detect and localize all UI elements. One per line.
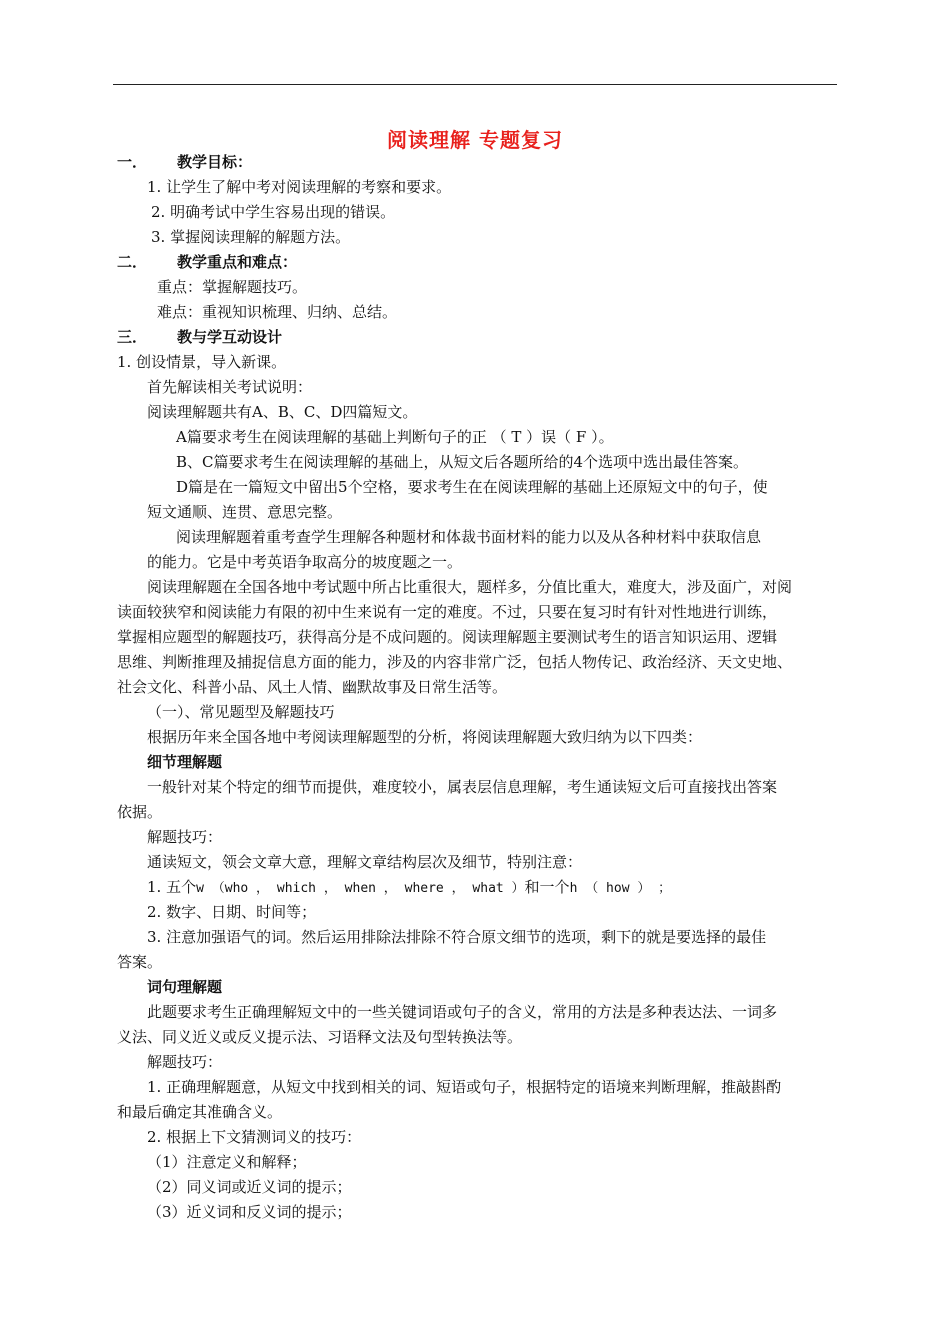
question-type-heading: 细节理解题 [147,753,223,771]
key-point: 重点：掌握解题技巧。 [157,278,308,296]
section-3-number: 三． [117,328,148,346]
difficult-point: 难点：重视知识梳理、归纳、总结。 [157,303,398,321]
objective-item: 2. 明确考试中学生容易出现的错误。 [151,203,396,221]
question-type-heading: 词句理解题 [147,978,223,996]
list-item: （3）近义词和反义词的提示； [147,1203,352,1221]
paragraph-line: B、C篇要求考生在阅读理解的基础上，从短文后各题所给的4个选项中选出最佳答案。 [176,453,749,471]
paragraph-line: 义法、同义近义或反义提示法、习语释文法及句型转换法等。 [117,1028,523,1046]
paragraph-line: 此题要求考生正确理解短文中的一些关键词语或句子的含义，常用的方法是多种表达法、一词多 [147,1003,778,1021]
wh-words-mid: 和一个 [524,878,570,896]
paragraph-line: 思维、判断推理及捕捉信息方面的能力，涉及的内容非常广泛，包括人物传记、政治经济、天文史地、 [117,653,793,671]
paragraph-line: 3. 注意加强语气的词。然后运用排除法排除不符合原文细节的选项，剩下的就是要选择的最佳 [147,928,767,946]
paragraph-line: 首先解读相关考试说明： [147,378,313,396]
paragraph-line: 1. 创设情景，导入新课。 [117,353,287,371]
wh-words-prefix: 1. 五个 [147,878,197,896]
section-1-number: 一． [117,153,148,171]
list-item: （2）同义词或近义词的提示； [147,1178,352,1196]
paragraph-line: 解题技巧： [147,828,223,846]
paragraph-line: 掌握相应题型的解题技巧，获得高分是不成问题的。阅读理解题主要测试考生的语言知识运用、逻辑 [117,628,778,646]
paragraph-line: 阅读理解题共有A、B、C、D四篇短文。 [147,403,418,421]
paragraph-line: D篇是在一篇短文中留出5个空格，要求考生在在阅读理解的基础上还原短文中的句子，使 [176,478,768,496]
section-2-number: 二． [117,253,148,271]
paragraph-line: 阅读理解题着重考查学生理解各种题材和体裁书面材料的能力以及从各种材料中获取信息 [176,528,762,546]
paragraph-line: 读面较狭窄和阅读能力有限的初中生来说有一定的难度。不过，只要在复习时有针对性地进行训练， [117,603,778,621]
header-rule [113,84,837,85]
wh-words-list: w （who ， which ， when ， where ， what ） [196,881,525,896]
wh-words-line [147,878,671,898]
section-3-title: 教与学互动设计 [177,328,283,346]
list-item: （1）注意定义和解释； [147,1153,307,1171]
paragraph-line: 根据历年来全国各地中考阅读理解题型的分析，将阅读理解题大致归纳为以下四类： [147,728,703,746]
paragraph-line: 社会文化、科普小品、风土人情、幽默故事及日常生活等。 [117,678,508,696]
section-2-title: 教学重点和难点： [177,253,298,271]
paragraph-line: 2. 数字、日期、时间等； [147,903,317,921]
paragraph-line: A篇要求考生在阅读理解的基础上判断句子的正 （ T ）误（ F ）。 [176,428,614,446]
paragraph-line: 阅读理解题在全国各地中考试题中所占比重很大，题样多，分值比重大，难度大，涉及面广，对阅 [147,578,793,596]
paragraph-line: 和最后确定其准确含义。 [117,1103,283,1121]
page-title: 阅读理解 专题复习 [387,128,563,152]
paragraph-line: 2. 根据上下文猜测词义的技巧： [147,1128,362,1146]
paragraph-line: 一般针对某个特定的细节而提供，难度较小，属表层信息理解，考生通读短文后可直接找出答案 [147,778,778,796]
paragraph-line: 1. 正确理解题意，从短文中找到相关的词、短语或句子，根据特定的语境来判断理解，推敲斟酌 [147,1078,782,1096]
subsection-heading: （一）、常见题型及解题技巧 [147,703,335,721]
paragraph-line: 答案。 [117,953,163,971]
paragraph-line: 通读短文，领会文章大意，理解文章结构层次及细节，特别注意： [147,853,583,871]
paragraph-line: 解题技巧： [147,1053,223,1071]
section-1-title: 教学目标： [177,153,253,171]
paragraph-line: 依据。 [117,803,163,821]
objective-item: 3. 掌握阅读理解的解题方法。 [151,228,351,246]
paragraph-line: 短文通顺、连贯、意思完整。 [147,503,343,521]
objective-item: 1. 让学生了解中考对阅读理解的考察和要求。 [147,178,452,196]
how-word: h （ how ） ； [569,881,672,896]
paragraph-line: 的能力。它是中考英语争取高分的坡度题之一。 [147,553,463,571]
